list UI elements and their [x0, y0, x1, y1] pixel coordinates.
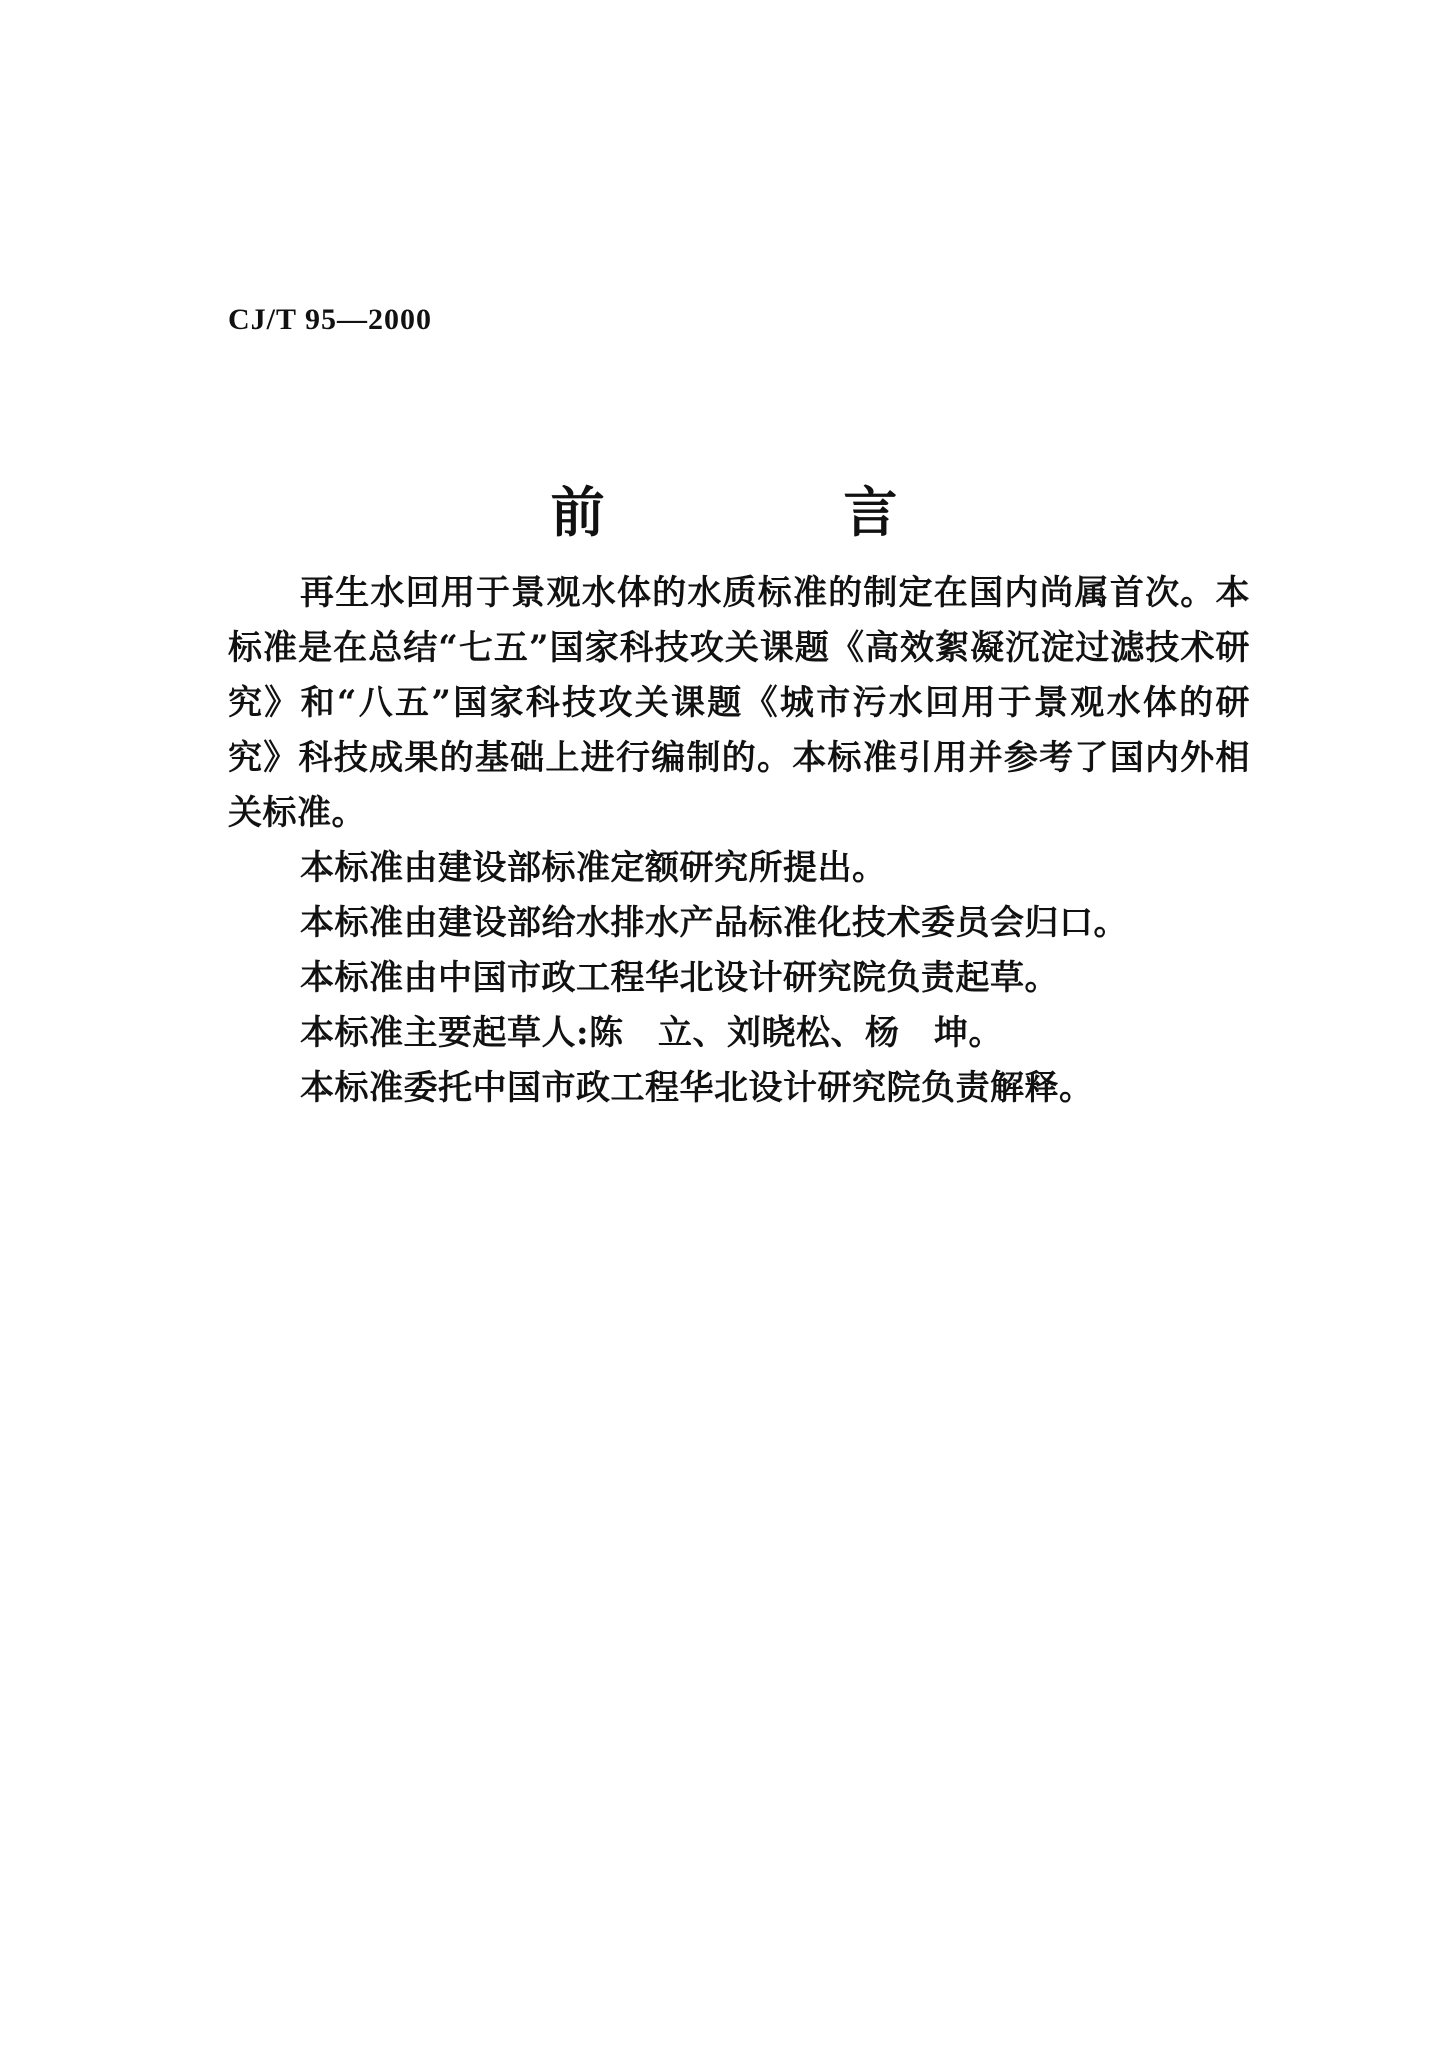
paragraph-interpretation: 本标准委托中国市政工程华北设计研究院负责解释。 [300, 1068, 1094, 1108]
paragraph-proposed-by: 本标准由建设部标准定额研究所提出。 [300, 848, 887, 888]
paragraph-drafted-by: 本标准由中国市政工程华北设计研究院负责起草。 [300, 958, 1059, 998]
page-title: 前 言 [550, 481, 1008, 544]
paragraph-centralized-by: 本标准由建设部给水排水产品标准化技术委员会归口。 [300, 903, 1128, 943]
foreword-body [228, 566, 1250, 1116]
paragraph-intro: 再生水回用于景观水体的水质标准的制定在国内尚属首次。本标准是在总结“七五”国家科技攻关课题《高效絮凝沉淀过滤技术研究》和“八五”国家科技攻关课题《城市污水回用于景观水体的研究》科技成果的基础上进行编制的。本标准引用并参考了国内外相关标准。 [228, 573, 1250, 833]
standard-code: CJ/T 95—2000 [228, 303, 432, 336]
paragraph-drafters: 本标准主要起草人:陈 立、刘晓松、杨 坤。 [300, 1013, 1004, 1053]
